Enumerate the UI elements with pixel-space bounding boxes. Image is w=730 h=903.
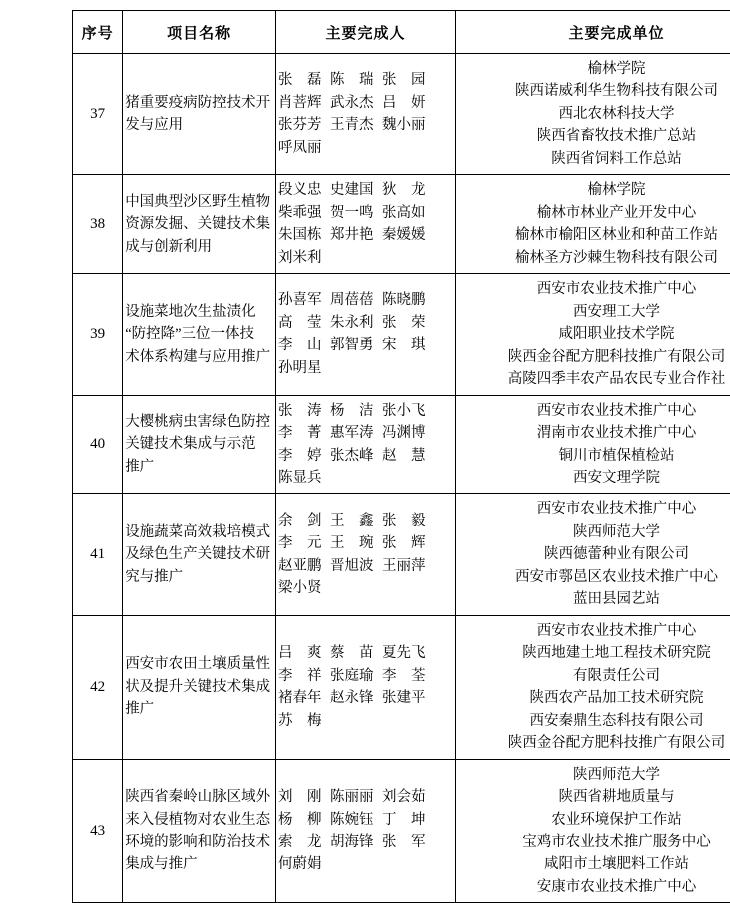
contributor-name: 李 山 (278, 334, 330, 356)
contributor-row (278, 786, 453, 808)
organization-name: 陕西诺威利华生物科技有限公司 (458, 80, 730, 102)
organization-name: 西安市农业技术推广中心 (458, 400, 730, 422)
contributor-row (278, 400, 453, 422)
contributor-name: 孙喜军 (278, 289, 330, 311)
cell-serial-number: 40 (73, 395, 123, 494)
project-name-line: 术体系构建与应用推广 (125, 346, 273, 368)
contributor-name: 胡海锋 (330, 831, 382, 853)
organization-name: 有限责任公司 (458, 665, 730, 687)
contributor-row (278, 510, 453, 532)
table-row (73, 395, 730, 494)
contributor-name: 朱国栋 (278, 224, 330, 246)
contributor-row (278, 69, 453, 91)
contributor-name: 丁 坤 (382, 809, 434, 831)
cell-serial-number: 39 (73, 274, 123, 395)
table-row (73, 274, 730, 395)
contributor-row (278, 555, 453, 577)
contributor-row (278, 445, 453, 467)
contributor-row (278, 247, 453, 269)
table-row (73, 175, 730, 274)
cell-project-name (123, 274, 276, 395)
contributor-name: 周蓓蓓 (330, 289, 382, 311)
table-row (73, 54, 730, 175)
contributor-row (278, 224, 453, 246)
organization-name: 榆林市林业产业开发中心 (458, 202, 730, 224)
contributor-name: 褚春年 (278, 687, 330, 709)
contributor-row (278, 422, 453, 444)
contributor-name: 陈 瑞 (330, 69, 382, 91)
contributor-name: 张小飞 (382, 400, 434, 422)
organization-name: 陕西金谷配方肥科技推广有限公司 (458, 346, 730, 368)
project-name-line: 状及提升关键技术集成 (125, 676, 273, 698)
contributor-grid (278, 786, 453, 876)
project-name-line: 发与应用 (125, 114, 273, 136)
organization-name: 农业环境保护工作站 (458, 809, 730, 831)
project-name-line: 设施蔬菜高效栽培模式 (125, 521, 273, 543)
contributor-row (278, 202, 453, 224)
contributor-name: 晋旭波 (330, 555, 382, 577)
contributor-row (278, 853, 453, 875)
contributor-name: 武永杰 (330, 92, 382, 114)
contributor-name: 朱永利 (330, 312, 382, 334)
cell-organizations (456, 274, 730, 395)
awards-table (72, 10, 730, 903)
contributor-name: 索 龙 (278, 831, 330, 853)
cell-contributors (275, 395, 455, 494)
contributor-name: 宋 琪 (382, 334, 434, 356)
contributor-row (278, 92, 453, 114)
project-name-line: 陕西省秦岭山脉区域外 (125, 786, 273, 808)
organization-name: 陕西师范大学 (458, 521, 730, 543)
organization-name: 铜川市植保植检站 (458, 445, 730, 467)
cell-serial-number: 38 (73, 175, 123, 274)
contributor-name: 陈丽丽 (330, 786, 382, 808)
contributor-name: 郑井艳 (330, 224, 382, 246)
contributor-name: 苏 梅 (278, 710, 330, 732)
cell-contributors (275, 494, 455, 615)
organization-name: 蓝田县园艺站 (458, 588, 730, 610)
contributor-name: 吕 爽 (278, 642, 330, 664)
contributor-name: 史建国 (330, 179, 382, 201)
project-name-line: 猪重要疫病防控技术开 (125, 92, 273, 114)
contributor-name: 余 剑 (278, 510, 330, 532)
contributor-name: 何蔚娟 (278, 853, 330, 875)
contributor-row (278, 312, 453, 334)
project-name-line: 推广 (125, 698, 273, 720)
organization-name: 陕西省耕地质量与 (458, 786, 730, 808)
column-header-name: 项目名称 (123, 11, 276, 54)
project-name-line: 成与创新利用 (125, 236, 273, 258)
organization-name: 榆林市榆阳区林业和种苗工作站 (458, 224, 730, 246)
contributor-name: 秦媛媛 (382, 224, 434, 246)
organization-name: 安康市农业技术推广中心 (458, 876, 730, 898)
contributor-name: 高 莹 (278, 312, 330, 334)
organization-name: 西北农林科技大学 (458, 103, 730, 125)
contributor-name: 张 荣 (382, 312, 434, 334)
organization-name: 榆林学院 (458, 58, 730, 80)
cell-organizations (456, 175, 730, 274)
cell-contributors (275, 615, 455, 759)
contributor-name: 李 婷 (278, 445, 330, 467)
organization-name: 西安市农业技术推广中心 (458, 498, 730, 520)
cell-contributors (275, 175, 455, 274)
project-name-line: 集成与推广 (125, 853, 273, 875)
organization-name: 咸阳职业技术学院 (458, 323, 730, 345)
table-row (73, 759, 730, 903)
contributor-row (278, 687, 453, 709)
cell-project-name (123, 494, 276, 615)
project-name-line: 关键技术集成与示范 (125, 433, 273, 455)
table-row (73, 494, 730, 615)
contributor-row (278, 334, 453, 356)
contributor-name: 贺一鸣 (330, 202, 382, 224)
project-name-line: 大樱桃病虫害绿色防控 (125, 411, 273, 433)
organization-name: 西安市农业技术推广中心 (458, 278, 730, 300)
project-name-line: 设施菜地次生盐渍化 (125, 301, 273, 323)
contributor-name: 呼凤丽 (278, 137, 330, 159)
contributor-row (278, 809, 453, 831)
contributor-name: 吕 妍 (382, 92, 434, 114)
contributor-name: 杨 柳 (278, 809, 330, 831)
organization-name: 陕西金谷配方肥科技推广有限公司 (458, 732, 730, 754)
contributor-row (278, 532, 453, 554)
contributor-name: 张高如 (382, 202, 434, 224)
contributor-grid (278, 289, 453, 379)
contributor-name: 王青杰 (330, 114, 382, 136)
cell-project-name (123, 175, 276, 274)
contributor-name: 惠军涛 (330, 422, 382, 444)
cell-organizations (456, 395, 730, 494)
cell-organizations (456, 54, 730, 175)
contributor-row (278, 710, 453, 732)
table-header (73, 11, 730, 54)
contributor-name: 张 军 (382, 831, 434, 853)
contributor-row (278, 114, 453, 136)
organization-name: 高陵四季丰农产品农民专业合作社 (458, 368, 730, 390)
contributor-row (278, 665, 453, 687)
contributor-name: 刘 刚 (278, 786, 330, 808)
contributor-row (278, 831, 453, 853)
project-name-line: 中国典型沙区野生植物 (125, 191, 273, 213)
project-name-line: 推广 (125, 456, 273, 478)
contributor-name: 肖菩辉 (278, 92, 330, 114)
contributor-name: 王 琬 (330, 532, 382, 554)
table-header-row (73, 11, 730, 54)
cell-organizations (456, 759, 730, 903)
contributor-name: 李 荃 (382, 665, 434, 687)
contributor-name: 张 园 (382, 69, 434, 91)
contributor-name: 张杰峰 (330, 445, 382, 467)
project-name-line: 来入侵植物对农业生态 (125, 809, 273, 831)
organization-name: 咸阳市土壤肥料工作站 (458, 853, 730, 875)
contributor-name: 魏小丽 (382, 114, 434, 136)
contributor-name: 杨 洁 (330, 400, 382, 422)
cell-project-name (123, 395, 276, 494)
project-name-line: 及绿色生产关键技术研 (125, 543, 273, 565)
organization-name: 榆林学院 (458, 179, 730, 201)
contributor-name: 张 磊 (278, 69, 330, 91)
contributor-row (278, 137, 453, 159)
contributor-name: 赵永锋 (330, 687, 382, 709)
contributor-name: 柴乖强 (278, 202, 330, 224)
contributor-name: 张建平 (382, 687, 434, 709)
organization-name: 陕西德蕾种业有限公司 (458, 543, 730, 565)
cell-serial-number: 43 (73, 759, 123, 903)
cell-project-name (123, 759, 276, 903)
contributor-grid (278, 510, 453, 600)
contributor-grid (278, 179, 453, 269)
contributor-name: 赵 慧 (382, 445, 434, 467)
contributor-name: 冯渊博 (382, 422, 434, 444)
organization-name: 西安文理学院 (458, 467, 730, 489)
contributor-name: 陈婉钰 (330, 809, 382, 831)
contributor-name: 夏先飞 (382, 642, 434, 664)
project-name-line: 环境的影响和防治技术 (125, 831, 273, 853)
organization-name: 陕西师范大学 (458, 764, 730, 786)
column-header-people: 主要完成人 (275, 11, 455, 54)
cell-project-name (123, 54, 276, 175)
table-row (73, 615, 730, 759)
contributor-row (278, 289, 453, 311)
column-header-units: 主要完成单位 (456, 11, 730, 54)
contributor-name: 张 毅 (382, 510, 434, 532)
organization-name: 陕西地建土地工程技术研究院 (458, 642, 730, 664)
contributor-row (278, 577, 453, 599)
contributor-name: 李 祥 (278, 665, 330, 687)
contributor-grid (278, 642, 453, 732)
organization-name: 榆林圣方沙棘生物科技有限公司 (458, 247, 730, 269)
project-name-line: “防控降”三位一体技 (125, 323, 273, 345)
contributor-name: 狄 龙 (382, 179, 434, 201)
cell-serial-number: 37 (73, 54, 123, 175)
cell-organizations (456, 494, 730, 615)
contributor-row (278, 467, 453, 489)
organization-name: 渭南市农业技术推广中心 (458, 422, 730, 444)
contributor-name: 张 辉 (382, 532, 434, 554)
cell-contributors (275, 274, 455, 395)
project-name-line: 究与推广 (125, 566, 273, 588)
contributor-name: 陈晓鹏 (382, 289, 434, 311)
contributor-name: 刘米利 (278, 247, 330, 269)
organization-name: 西安秦鼎生态科技有限公司 (458, 710, 730, 732)
organization-name: 宝鸡市农业技术推广服务中心 (458, 831, 730, 853)
contributor-name: 张芬芳 (278, 114, 330, 136)
contributor-row (278, 357, 453, 379)
cell-serial-number: 42 (73, 615, 123, 759)
contributor-name: 段义忠 (278, 179, 330, 201)
contributor-row (278, 642, 453, 664)
contributor-row (278, 179, 453, 201)
contributor-name: 张庭瑜 (330, 665, 382, 687)
contributor-name: 赵亚鹏 (278, 555, 330, 577)
cell-contributors (275, 759, 455, 903)
contributor-name: 刘会茹 (382, 786, 434, 808)
contributor-name: 郭智勇 (330, 334, 382, 356)
contributor-name: 张 涛 (278, 400, 330, 422)
organization-name: 西安市鄠邑区农业技术推广中心 (458, 566, 730, 588)
contributor-name: 李 元 (278, 532, 330, 554)
column-header-no: 序号 (73, 11, 123, 54)
contributor-name: 王 鑫 (330, 510, 382, 532)
contributor-name: 陈显兵 (278, 467, 330, 489)
cell-project-name (123, 615, 276, 759)
project-name-line: 西安市农田土壤质量性 (125, 653, 273, 675)
organization-name: 陕西省畜牧技术推广总站 (458, 125, 730, 147)
organization-name: 西安市农业技术推广中心 (458, 620, 730, 642)
contributor-name: 蔡 苗 (330, 642, 382, 664)
table-body (73, 54, 730, 903)
project-name-line: 资源发掘、关键技术集 (125, 213, 273, 235)
contributor-name: 梁小贤 (278, 577, 330, 599)
contributor-grid (278, 69, 453, 159)
cell-contributors (275, 54, 455, 175)
contributor-name: 孙明星 (278, 357, 330, 379)
organization-name: 陕西农产品加工技术研究院 (458, 687, 730, 709)
organization-name: 西安理工大学 (458, 301, 730, 323)
contributor-name: 王丽萍 (382, 555, 434, 577)
contributor-grid (278, 400, 453, 490)
organization-name: 陕西省饲料工作总站 (458, 148, 730, 170)
contributor-name: 李 菁 (278, 422, 330, 444)
cell-serial-number: 41 (73, 494, 123, 615)
cell-organizations (456, 615, 730, 759)
